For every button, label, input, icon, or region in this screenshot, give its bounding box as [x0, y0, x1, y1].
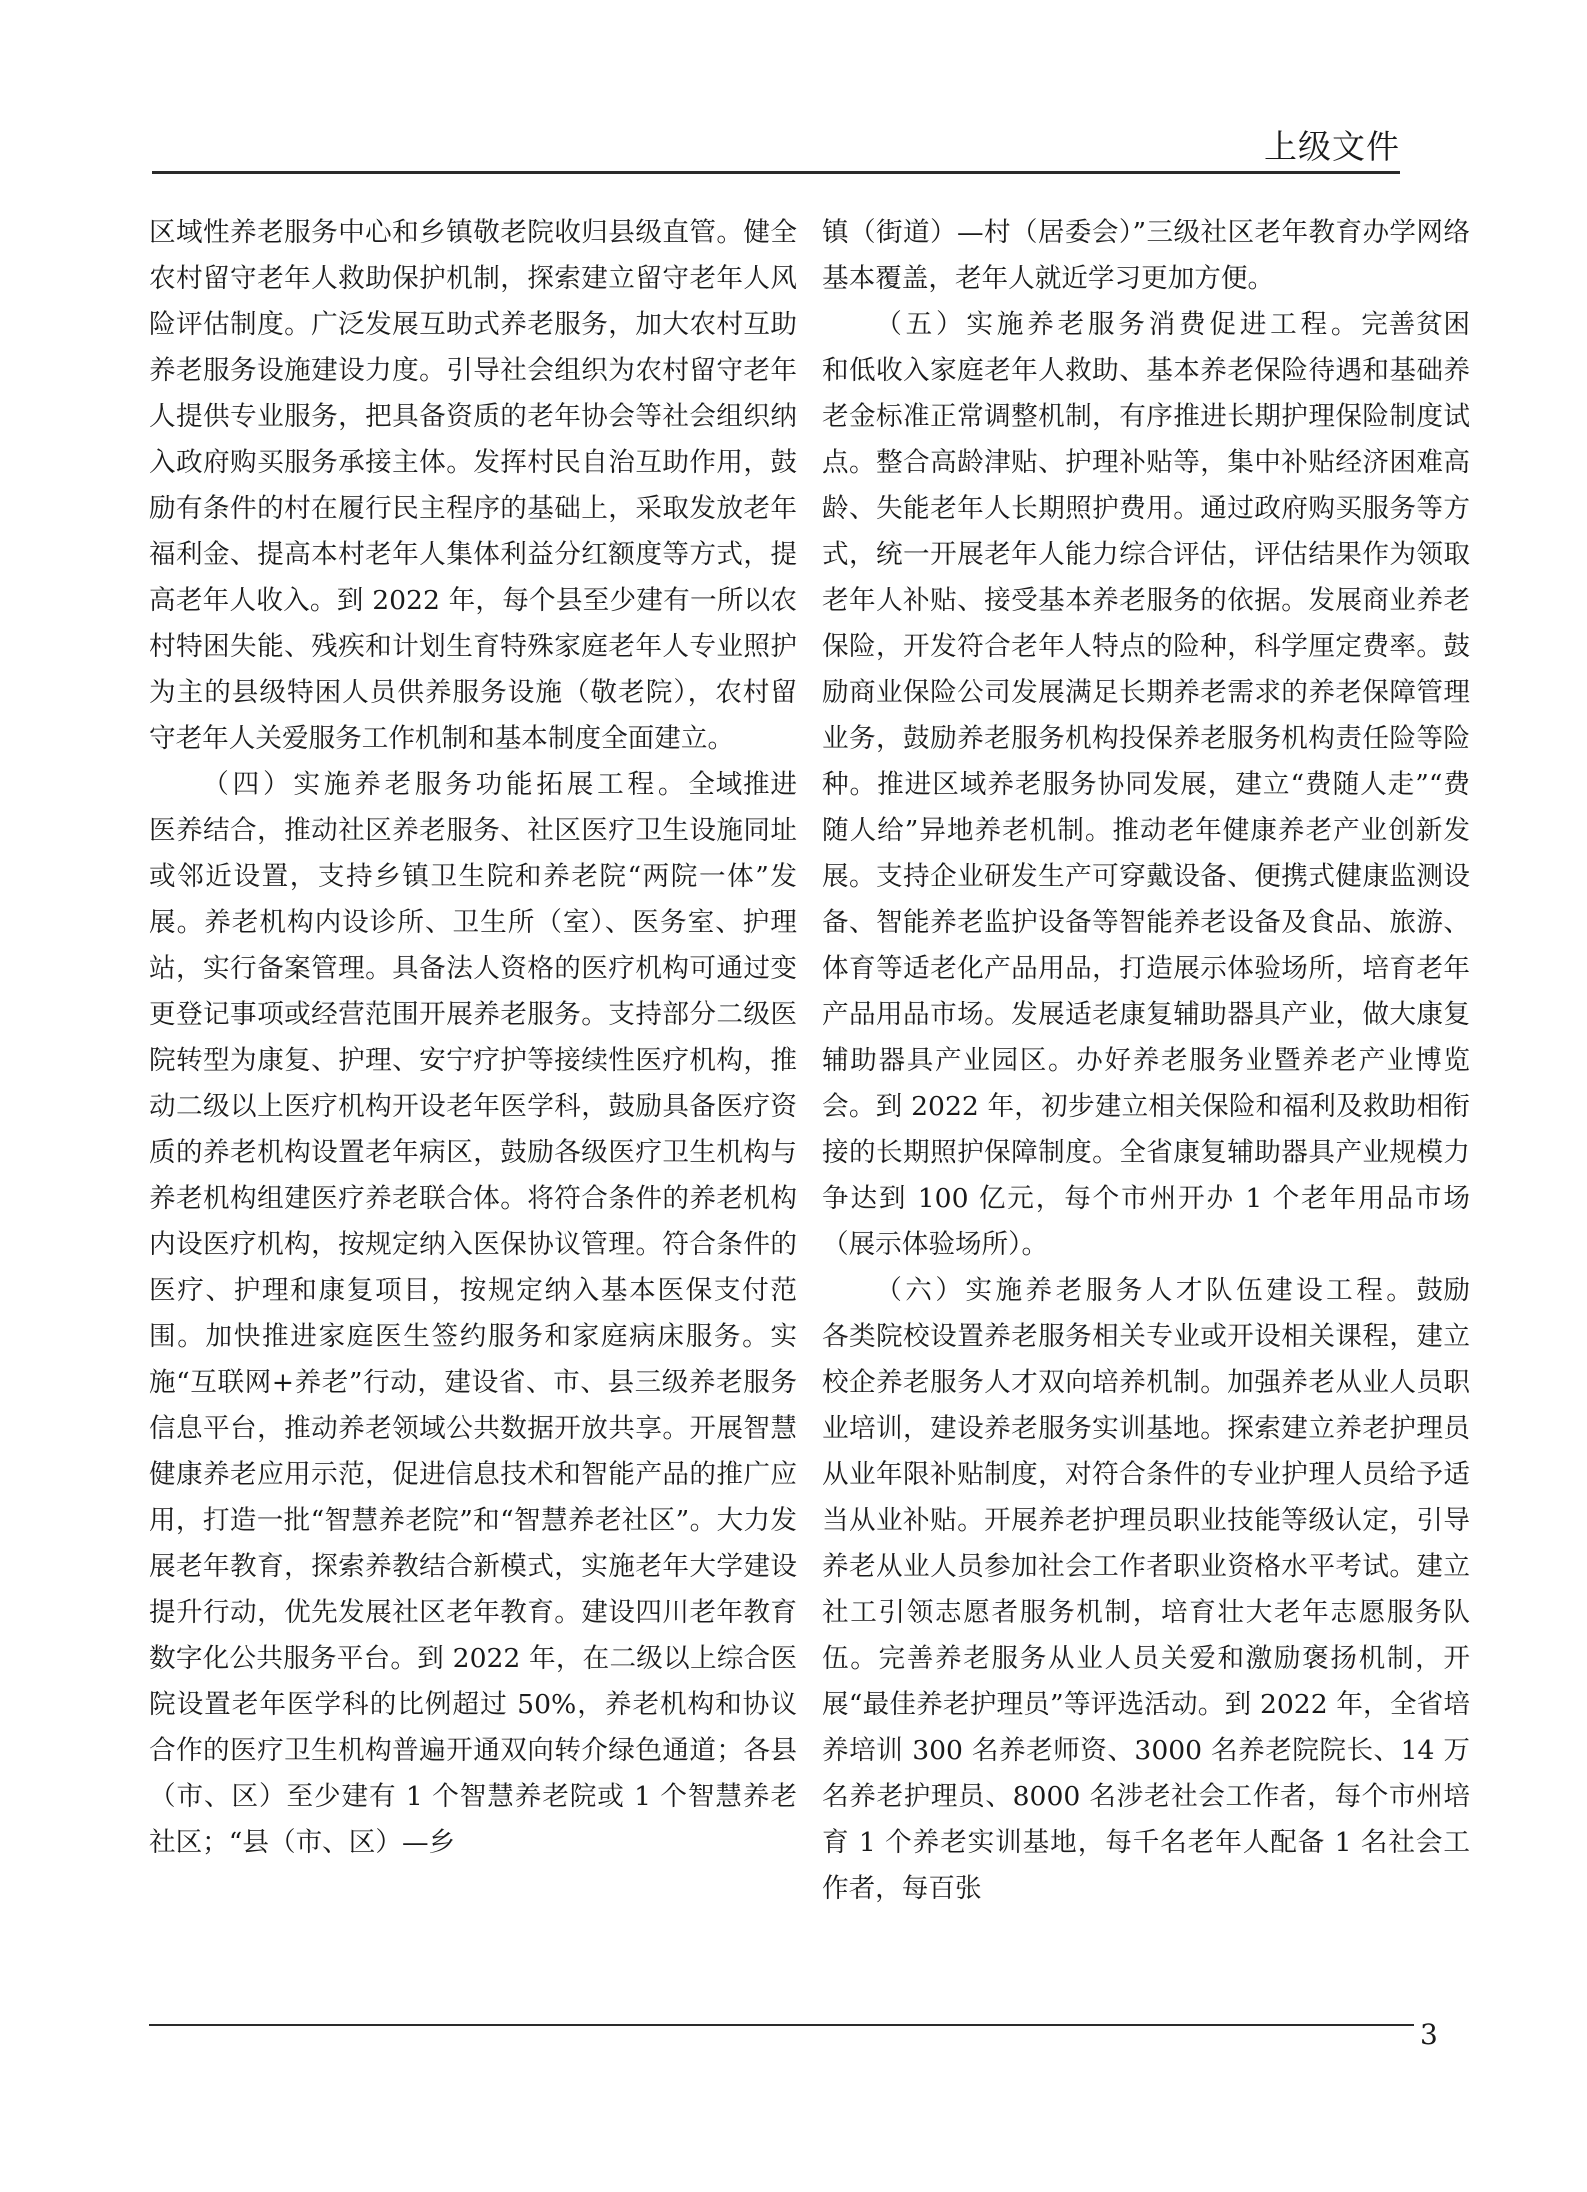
- section-heading-6: （六）实施养老服务人才队伍建设工程。: [875, 1275, 1417, 1306]
- section-heading-5: （五）实施养老服务消费促进工程。: [875, 309, 1362, 340]
- paragraph-section-4: [149, 762, 797, 1866]
- paragraph-text: 完善贫困和低收入家庭老年人救助、基本养老保险待遇和基础养老金标准正常调整机制，有序推进长期护理保险制度试点。整合高龄津贴、护理补贴等，集中补贴经济困难高龄、失能老年人长期照护费用。通过政府购买服务等方式，统一开展老年人能力综合评估，评估结果作为领取老年人补贴、接受基本养老服务的依据。发展商业养老保险，开发符合老年人特点的险种，科学厘定费率。鼓励商业保险公司发展满足长期养老需求的养老保障管理业务，鼓励养老服务机构投保养老服务机构责任险等险种。推进区域养老服务协同发展，建立“费随人走”“费随人给”异地养老机制。推动老年健康养老产业创新发展。支持企业研发生产可穿戴设备、便携式健康监测设备、智能养老监护设备等智能养老设备及食品、旅游、体育等适老化产品用品，打造展示体验场所，培育老年产品用品市场。发展适老康复辅助器具产业，做大康复辅助器具产业园区。办好养老服务业暨养老产业博览会。到 2022 年，初步建立相关保险和福利及救助相衔接的长期照护保障制度。全省康复辅助器具产业规模力争达到 100 亿元，每个市州开办 1 个老年用品市场（展示体验场所）。: [822, 309, 1470, 1260]
- paragraph-text: 镇（街道）—村（居委会）”三级社区老年教育办学网络基本覆盖，老年人就近学习更加方便。: [822, 217, 1470, 294]
- paragraph-text: 鼓励各类院校设置养老服务相关专业或开设相关课程，建立校企养老服务人才双向培养机制。加强养老从业人员职业培训，建设养老服务实训基地。探索建立养老护理员从业年限补贴制度，对符合条件的专业护理人员给予适当从业补贴。开展养老护理员职业技能等级认定，引导养老从业人员参加社会工作者职业资格水平考试。建立社工引领志愿者服务机制，培育壮大老年志愿服务队伍。完善养老服务从业人员关爱和激励褒扬机制，开展“最佳养老护理员”等评选活动。到 2022 年，全省培养培训 300 名养老师资、3000 名养老院院长、14 万名养老护理员、8000 名涉老社会工作者，每个市州培育 1 个养老实训基地，每千名老年人配备 1 名社会工作者，每百张: [822, 1275, 1471, 1904]
- section-label: 上级文件: [1264, 127, 1400, 166]
- left-column: [149, 210, 797, 1866]
- right-column: [822, 210, 1470, 1912]
- paragraph-section-6: [822, 1268, 1470, 1912]
- section-heading-4: （四）实施养老服务功能拓展工程。: [202, 769, 689, 800]
- footer-rule: [149, 2024, 1414, 2026]
- paragraph-section-5: [822, 302, 1470, 1268]
- page-number: 3: [1420, 2018, 1438, 2051]
- paragraph-continuation: [822, 210, 1470, 302]
- paragraph-rural-elderly: [149, 210, 797, 762]
- header-rule: [152, 171, 1400, 174]
- page-header: [152, 120, 1400, 174]
- paragraph-text: 区域性养老服务中心和乡镇敬老院收归县级直管。健全农村留守老年人救助保护机制，探索建立留守老年人风险评估制度。广泛发展互助式养老服务，加大农村互助养老服务设施建设力度。引导社会组织为农村留守老年人提供专业服务，把具备资质的老年协会等社会组织纳入政府购买服务承接主体。发挥村民自治互助作用，鼓励有条件的村在履行民主程序的基础上，采取发放老年福利金、提高本村老年人集体利益分红额度等方式，提高老年人收入。到 2022 年，每个县至少建有一所以农村特困失能、残疾和计划生育特殊家庭老年人专业照护为主的县级特困人员供养服务设施（敬老院），农村留守老年人关爱服务工作机制和基本制度全面建立。: [149, 217, 797, 754]
- paragraph-text: 全域推进医养结合，推动社区养老服务、社区医疗卫生设施同址或邻近设置，支持乡镇卫生院和养老院“两院一体”发展。养老机构内设诊所、卫生所（室）、医务室、护理站，实行备案管理。具备法人资格的医疗机构可通过变更登记事项或经营范围开展养老服务。支持部分二级医院转型为康复、护理、安宁疗护等接续性医疗机构，推动二级以上医疗机构开设老年医学科，鼓励具备医疗资质的养老机构设置老年病区，鼓励各级医疗卫生机构与养老机构组建医疗养老联合体。将符合条件的养老机构内设医疗机构，按规定纳入医保协议管理。符合条件的医疗、护理和康复项目，按规定纳入基本医保支付范围。加快推进家庭医生签约服务和家庭病床服务。实施“互联网+养老”行动，建设省、市、县三级养老服务信息平台，推动养老领域公共数据开放共享。开展智慧健康养老应用示范，促进信息技术和智能产品的推广应用，打造一批“智慧养老院”和“智慧养老社区”。大力发展老年教育，探索养教结合新模式，实施老年大学建设提升行动，优先发展社区老年教育。建设四川老年教育数字化公共服务平台。到 2022 年，在二级以上综合医院设置老年医学科的比例超过 50%，养老机构和协议合作的医疗卫生机构普遍开通双向转介绿色通道；各县（市、区）至少建有 1 个智慧养老院或 1 个智慧养老社区；“县（市、区）—乡: [149, 769, 797, 1858]
